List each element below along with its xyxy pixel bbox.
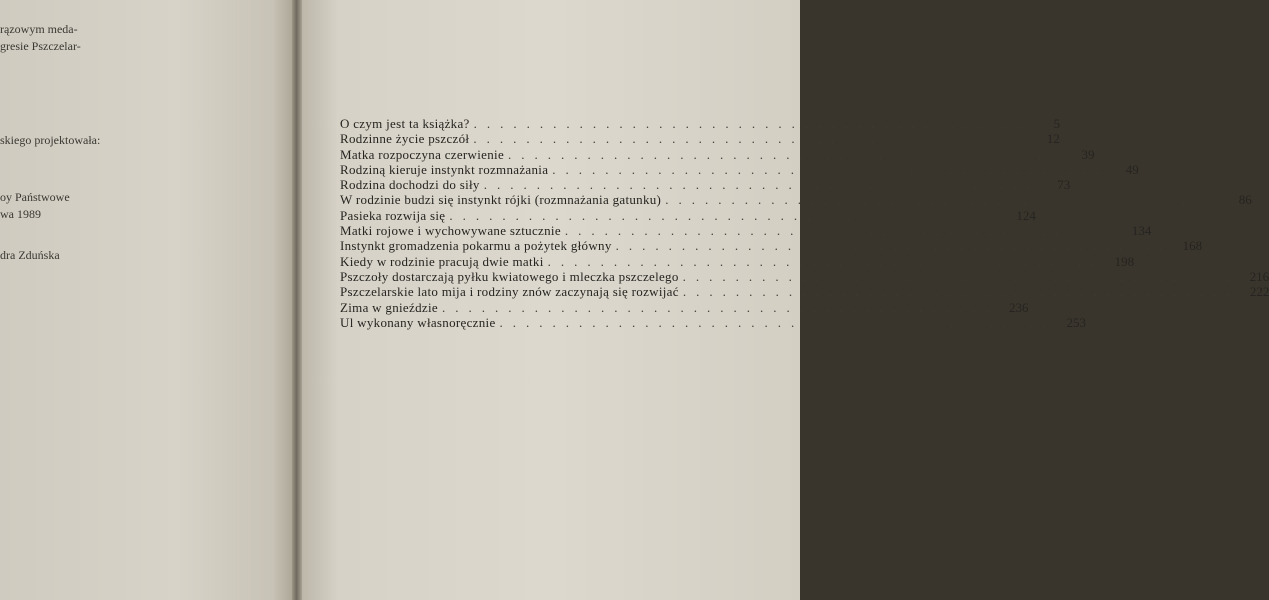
toc-entry-page: 134: [1131, 223, 1152, 239]
toc-entry-title: Kiedy w rodzinie pracują dwie matki: [340, 253, 544, 269]
toc-entry-page: 39: [1081, 146, 1095, 162]
toc-leader-dots: ..........................................: [552, 161, 1109, 177]
toc-entry-title: Zima w gnieździe: [340, 299, 438, 315]
toc-leader-dots: ..........................................: [682, 284, 1240, 300]
toc-entry-page: 124: [1016, 207, 1036, 223]
toc-entry: [340, 223, 1152, 239]
toc-entry-page: 86: [1238, 192, 1252, 208]
toc-leader-dots: ..........................................: [615, 238, 1173, 254]
toc-entry-title: Instynkt gromadzenia pokarmu a pożytek główny: [340, 238, 612, 254]
toc-entry-page: 253: [1066, 314, 1087, 330]
toc-entry-title: Pszczelarskie lato mija i rodziny znów zaczynają się rozwijać: [340, 284, 679, 300]
toc-entry: [340, 284, 1269, 300]
toc-entry-title: W rodzinie budzi się instynkt rójki (rozmnażania gatunku): [340, 192, 662, 208]
toc-leader-dots: ..........................................: [473, 116, 1031, 131]
toc-entry: [340, 161, 1139, 177]
left-line: dra Zduńska: [0, 248, 60, 262]
toc-entry: [340, 131, 1060, 147]
toc-entry-title: Pasieka rozwija się: [340, 207, 446, 223]
toc-entry: [340, 146, 1095, 162]
table-of-contents: [340, 116, 1269, 330]
toc-entry-page: 12: [1046, 131, 1060, 147]
toc-leader-dots: ..........................................: [473, 131, 1030, 147]
toc-entry-page: 49: [1125, 161, 1139, 177]
toc-entry-title: O czym jest ta książka?: [340, 116, 470, 131]
toc-entry-title: Matki rojowe i wychowywane sztucznie: [340, 223, 561, 239]
toc-entry-page: 216: [1249, 268, 1269, 284]
toc-entry-page: 236: [1008, 299, 1029, 315]
left-line: rązowym meda-: [0, 22, 78, 36]
left-line: skiego projektowała:: [0, 133, 101, 147]
toc-entry-page: 198: [1114, 253, 1135, 269]
toc-entry: [340, 192, 1252, 208]
toc-leader-dots: ..........................................: [564, 223, 1122, 239]
toc-leader-dots: ..........................................: [483, 177, 1041, 193]
toc-leader-dots: ..........................................: [441, 299, 999, 315]
toc-entry: [340, 116, 1061, 131]
toc-entry-title: Ul wykonany własnoręcznie: [340, 314, 496, 330]
left-line: oy Państwowe: [0, 190, 70, 204]
toc-leader-dots: ..........................................: [508, 146, 1065, 162]
toc-entry-title: Rodzina dochodzi do siły: [340, 177, 480, 193]
toc-entry: [340, 253, 1135, 269]
toc-entry-page: 222: [1249, 284, 1269, 300]
toc-entry-title: Rodzinne życie pszczół: [340, 131, 470, 147]
toc-entry-page: 5: [1053, 116, 1061, 131]
left-page-text: [0, 0, 296, 600]
toc-entry: [340, 238, 1203, 254]
toc-leader-dots: ..........................................: [499, 314, 1057, 330]
toc-entry: [340, 177, 1071, 193]
left-line: gresie Pszczelar-: [0, 39, 81, 53]
toc-entry-title: Matka rozpoczyna czerwienie: [340, 146, 505, 162]
toc-leader-dots: ..........................................: [665, 192, 1222, 208]
toc-entry: [340, 268, 1269, 284]
toc-entry-page: 73: [1057, 177, 1071, 193]
toc-leader-dots: ..........................................: [449, 207, 1006, 223]
left-line: wa 1989: [0, 207, 41, 221]
toc-entry-title: Pszczoły dostarczają pyłku kwiatowego i mleczka pszczelego: [340, 268, 679, 284]
toc-entry-page: 168: [1182, 238, 1203, 254]
toc-entry: [340, 299, 1029, 315]
toc-entry-title: Rodziną kieruje instynkt rozmnażania: [340, 161, 549, 177]
toc-entry: [340, 314, 1087, 330]
toc-entry: [340, 207, 1036, 223]
toc-leader-dots: ..........................................: [682, 268, 1240, 284]
toc-leader-dots: ..........................................: [547, 253, 1105, 269]
